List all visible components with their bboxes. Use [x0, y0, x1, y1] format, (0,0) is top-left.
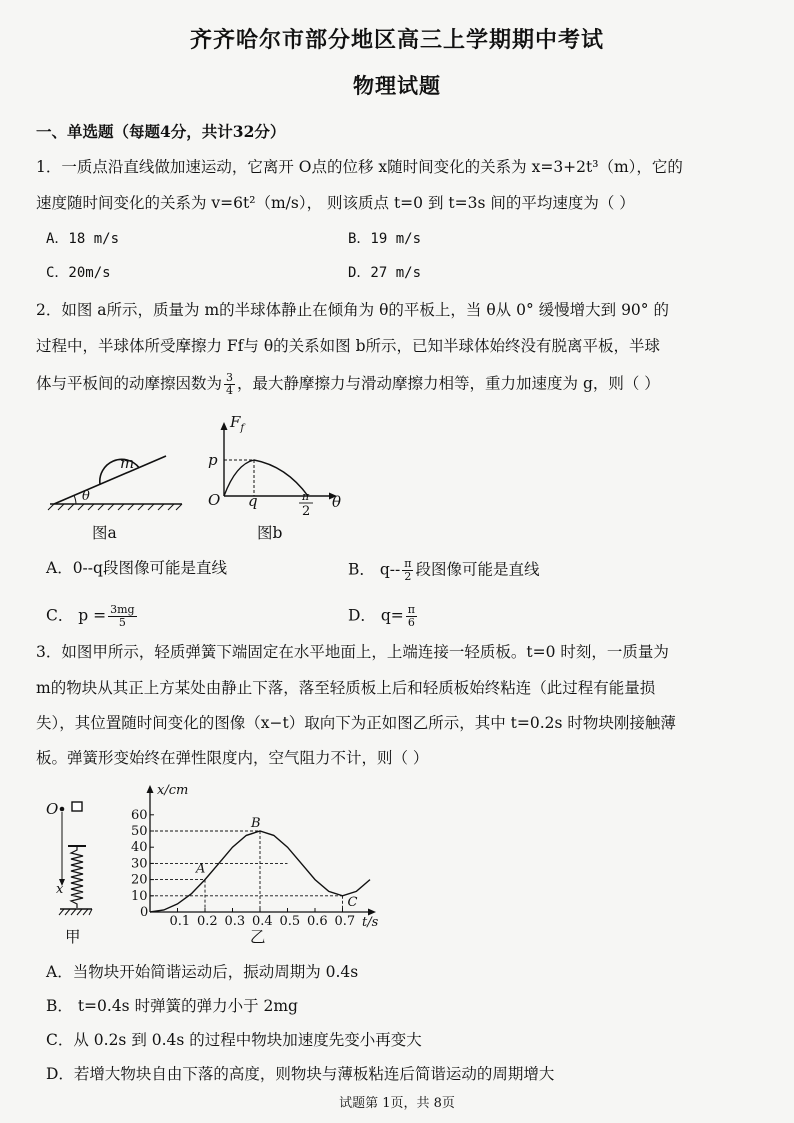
q2-option-d[interactable]: D． q= $\frac{\pi}{6}$: [348, 603, 415, 629]
chart-caption: 乙: [250, 928, 266, 946]
exam-title: 齐齐哈尔市部分地区高三上学期期中考试: [189, 27, 604, 53]
chart-y-tick-label: 60: [131, 807, 148, 823]
q1-option-b[interactable]: B．19 m/s: [348, 231, 422, 247]
chart-x-tick-label: 0.1: [169, 914, 191, 929]
q2-line3-start: 体与平板间的动摩擦因数为: [36, 374, 223, 393]
chart-y-tick-label: 10: [131, 888, 148, 904]
q3-stem-line1: 3．如图甲所示，轻质弹簧下端固定在水平地面上，上端连接一轻质板。t=0 时刻，一质量为: [36, 643, 669, 661]
chart-point-label-A: A: [196, 861, 206, 877]
q1-option-a[interactable]: A．18 m/s: [46, 231, 120, 247]
fb-q-label: q: [248, 492, 258, 510]
mass-label: m: [120, 454, 135, 472]
q3-option-b[interactable]: B． t=0.4s 时弹簧的弹力小于 2mg: [46, 997, 298, 1015]
q1-stem-line2: 速度随时间变化的关系为 v=6t²（m/s）， 则该质点 t=0 到 t=3s 间的平均速度为（ ）: [36, 194, 635, 212]
q2-option-c[interactable]: C． p = $\frac{3mg}{5}$: [46, 603, 135, 629]
chart-x-tick-label: 0.5: [279, 914, 301, 929]
figure-a-caption: 图a: [92, 524, 117, 542]
q3-stem-line3: 失），其位置随时间变化的图像（x−t）取向下为正如图乙所示，其中 t=0.2s 时物块刚接触薄: [36, 714, 676, 732]
chart-y-tick-label: 40: [131, 840, 148, 856]
fb-y-label: $F_f$: [230, 413, 245, 434]
q1-option-d[interactable]: D．27 m/s: [348, 265, 422, 281]
fb-two: 2: [302, 504, 311, 519]
chart-origin: 0: [140, 905, 149, 920]
fb-pi: π: [302, 490, 310, 503]
chart-point-label-B: B: [251, 816, 261, 831]
q1-option-c[interactable]: C．20m/s: [46, 265, 111, 281]
q3-stem-line4: 板。弹簧形变始终在弹性限度内，空气阻力不计，则（ ）: [36, 749, 429, 767]
figure-b-caption: 图b: [257, 524, 283, 542]
q2-stem-line2: 过程中，半球体所受摩擦力 Ff与 θ的关系如图 b所示，已知半球体始终没有脱离平板，半球: [36, 337, 661, 355]
figure-jia-caption: 甲: [65, 928, 81, 946]
q3-stem-line2: m的物块从其正上方某处由静止下落，落至轻质板上后和轻质板始终粘连（此过程有能量损: [36, 679, 656, 697]
figure-b-friction-graph: [200, 410, 360, 530]
q3-option-d[interactable]: D．若增大物块自由下落的高度，则物块与薄板粘连后简谐运动的周期增大: [46, 1065, 555, 1083]
q2-stem-line1: 2．如图 a所示，质量为 m的半球体静止在倾角为 θ的平板上，当 θ从 0° 缓慢增大到 90° 的: [36, 301, 669, 319]
q1-stem-line1: 1．一质点沿直线做加速运动，它离开 O点的位移 x随时间变化的关系为 x=3+2t³（m），它的: [36, 158, 683, 176]
section-heading: 一、单选题（每题4分，共计32分）: [36, 122, 286, 141]
chart-y-label: x/cm: [157, 783, 189, 798]
q2-stem-line3: [36, 372, 660, 397]
mu-fraction: $\frac{3}{4}$: [226, 371, 234, 397]
chart-y-tick-label: 50: [131, 824, 148, 839]
chart-x-label: t/s: [362, 915, 379, 930]
chart-x-tick-label: 0.6: [307, 914, 328, 929]
chart-x-tick-label: 0.7: [334, 914, 356, 929]
chart-y-tick-label: 30: [131, 856, 148, 872]
exam-subtitle: 物理试题: [353, 73, 441, 98]
chart-x-tick-label: 0.3: [224, 914, 246, 929]
q3-option-a[interactable]: A．当物块开始简谐运动后，振动周期为 0.4s: [46, 963, 359, 981]
figure-yi-xt-chart: [130, 776, 390, 930]
q2-line3-end: ，最大静摩擦力与滑动摩擦力相等，重力加速度为 g，则（ ）: [237, 374, 660, 393]
q2-option-a[interactable]: A．0--q段图像可能是直线: [46, 559, 227, 577]
fb-x-label: θ: [332, 493, 342, 511]
q3-option-c[interactable]: C．从 0.2s 到 0.4s 的过程中物块加速度先变小再变大: [46, 1031, 422, 1049]
q2-option-b[interactable]: B． q-- $\frac{\pi}{2}$ 段图像可能是直线: [348, 557, 540, 583]
fb-origin: O: [208, 491, 221, 509]
angle-label: θ: [82, 489, 90, 504]
jia-o-label: O: [46, 800, 59, 818]
chart-x-tick-label: 0.4: [252, 914, 273, 929]
figure-jia-spring: [44, 790, 104, 950]
chart-y-tick-label: 20: [131, 872, 148, 888]
fb-p-label: p: [208, 451, 218, 469]
jia-x-label: x: [56, 882, 64, 897]
chart-point-label-C: C: [347, 894, 358, 910]
page-footer: 试题第 1页，共 8页: [339, 1096, 455, 1111]
chart-x-tick-label: 0.2: [197, 914, 218, 929]
